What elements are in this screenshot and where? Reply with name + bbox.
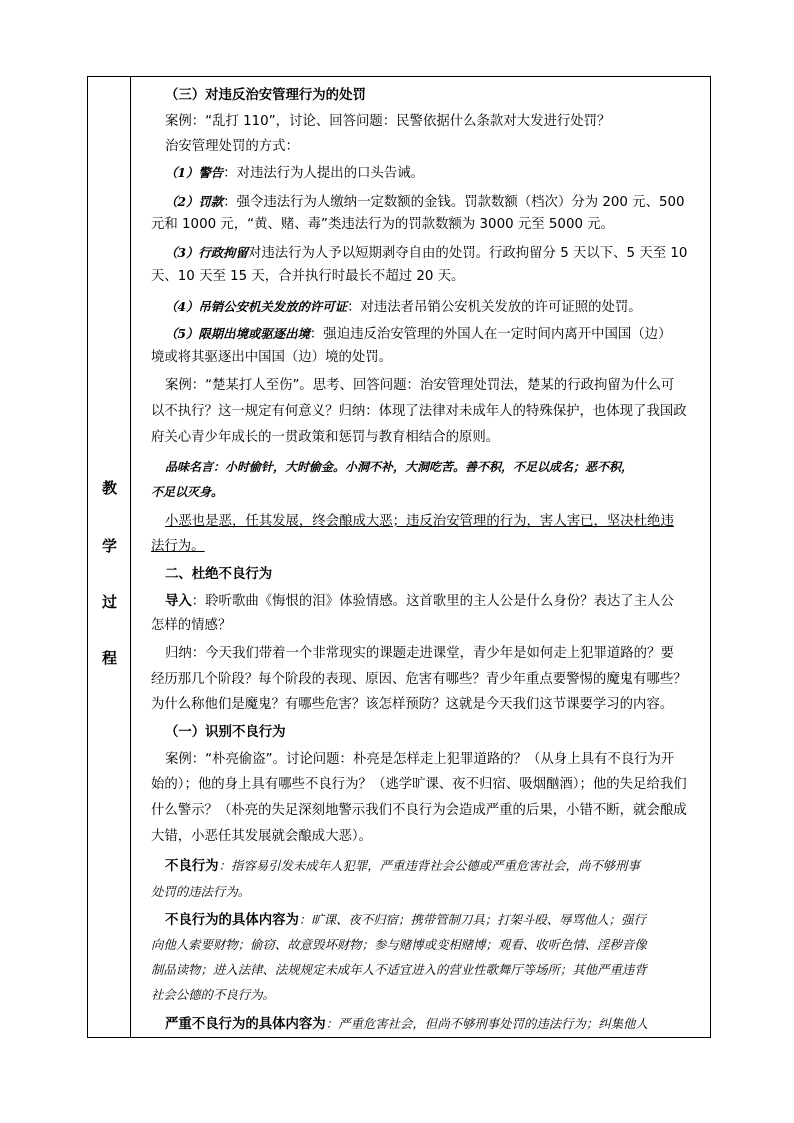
side-label-4: 程 (101, 649, 117, 667)
penalty-text: ：对违法者吊销公安机关发放的许可证照的处罚。 (347, 300, 642, 315)
text-line: 府关心青少年成长的一贯政策和惩罚与教育相结合的原则。 (151, 430, 500, 445)
content-cell (131, 77, 710, 1037)
text-line: 经历那几个阶段？每个阶段的表现、原因、危害有哪些？青少年重点要警惕的魔鬼有哪些？ (151, 672, 687, 687)
text-line: 处罚的违法行为。 (151, 884, 251, 899)
section-title: （三）对违反治安管理行为的处罚 (165, 88, 366, 103)
quote-line: 品味名言：小时偷针，大时偷金。小洞不补，大洞吃苦。善不积，不足以成名；恶不积， (165, 460, 634, 474)
content-label: 不良行为的具体内容为 (165, 913, 299, 928)
case-paragraph: 案例：“朴亮偷盗”。讨论问题：朴亮是怎样走上犯罪道路的？（从身上具有不良行为开 (165, 752, 675, 767)
summary-paragraph: 归纳：今天我们带着一个非常现实的课题走进课堂，青少年是如何走上犯罪道路的？要 (165, 646, 674, 661)
text-line: 为什么称他们是魔鬼？有哪些危害？该怎样预防？这就是今天我们这节课要学习的内容。 (151, 697, 674, 712)
text-line: 向他人索要财物；偷窃、故意毁坏财物；参与赌博或变相赌博；观看、收听色情、淫秽音像 (151, 937, 647, 952)
side-label-3: 过 (101, 593, 117, 611)
case-paragraph: 案例：“楚某打人至伤”。思考、回答问题：治安管理处罚法，楚某的行政拘留为什么可 (165, 378, 675, 393)
text-line: 社会公德的不良行为。 (151, 987, 275, 1002)
penalty-label: （4）吊销公安机关发放的许可证 (165, 299, 348, 314)
penalty-label: （1）警告 (165, 165, 224, 180)
penalty-text: ：强迫违反治安管理的外国人在一定时间内离开中国国（边） (309, 327, 672, 342)
case-paragraph: 案例：“乱打 110”，讨论、回答问题：民警依据什么条款对大发进行处罚？ (165, 114, 611, 129)
side-label-2: 学 (101, 537, 117, 555)
text-line: 以不执行？这一规定有何意义？归纳：体现了法律对未成年人的特殊保护，也体现了我国政 (151, 404, 687, 419)
text-line: 境或将其驱逐出中国国（边）境的处罚。 (151, 350, 393, 365)
penalty-text: ：强令违法行为人缴纳一定数额的金钱。罚款数额（档次）分为 200 元、500 (223, 195, 685, 210)
intro-label: 导入 (165, 594, 192, 609)
text-line: 治安管理处罚的方式： (165, 139, 299, 154)
penalty-text: ：对违法行为人提出的口头告诫。 (223, 166, 425, 181)
summary-line: 小恶也是恶，任其发展，终会酿成大恶；违反治安管理的行为，害人害已，坚决杜绝违 (165, 514, 674, 529)
lesson-table (87, 76, 711, 1038)
text-line: 始的）；他的身上具有哪些不良行为？（逃学旷课、夜不归宿、吸烟酗酒）；他的失足给我们 (151, 777, 687, 792)
severe-text: ：严重危害社会，但尚不够刑事处罚的违法行为；纠集他人 (325, 1016, 648, 1031)
section-title: 二、杜绝不良行为 (165, 567, 273, 582)
penalty-text: 对违法行为人予以短期剥夺自由的处罚。行政拘留分 5 天以下、5 天至 10 (247, 246, 688, 261)
severe-label: 严重不良行为的具体内容为 (165, 1017, 326, 1032)
definition-label: 不良行为 (165, 859, 219, 874)
penalty-item (165, 324, 671, 345)
content-paragraph (165, 910, 646, 931)
definition-paragraph (165, 856, 640, 877)
penalty-item (165, 297, 642, 318)
subsection-title: （一）识别不良行为 (165, 725, 286, 740)
summary-line: 法行为。 (151, 539, 205, 554)
penalty-item (165, 163, 424, 184)
intro-paragraph (165, 592, 674, 612)
text-line: 元和 1000 元，“黄、赌、毒”类违法行为的罚款数额为 3000 元至 5000 元。 (151, 217, 615, 232)
text-line: 大错，小恶任其发展就会酿成大恶）。 (151, 829, 372, 844)
intro-text: ：聆听歌曲《悔恨的泪》体验情感。这首歌里的主人公是什么身份？表达了主人公 (191, 594, 674, 609)
text-line: 怎样的情感？ (151, 618, 232, 633)
text-line: 天、10 天至 15 天，合并执行时最长不超过 20 天。 (151, 269, 465, 284)
content-text: ：旷课、夜不归宿；携带管制刀具；打架斗殴、辱骂他人；强行 (298, 912, 646, 927)
side-label-1: 教 (101, 479, 117, 497)
text-line: 什么警示？（朴亮的失足深刻地警示我们不良行为会造成严重的后果，小错不断，就会酿成 (151, 803, 687, 818)
penalty-label: （3）行政拘留 (165, 245, 248, 260)
severe-paragraph (165, 1014, 648, 1035)
definition-text: ：指容易引发未成年人犯罪，严重违背社会公德或严重危害社会，尚不够刑事 (218, 858, 640, 873)
penalty-label: （5）限期出境或驱逐出境 (165, 326, 310, 341)
side-column (88, 77, 131, 1037)
penalty-item (165, 192, 685, 213)
text-line: 制品读物；进入法律、法规规定未成年人不适宜进入的营业性歌舞厅等场所；其他严重违背 (151, 962, 647, 977)
penalty-label: （2）罚款 (165, 194, 224, 209)
quote-line: 不足以灭身。 (151, 485, 224, 499)
penalty-item (165, 243, 687, 264)
